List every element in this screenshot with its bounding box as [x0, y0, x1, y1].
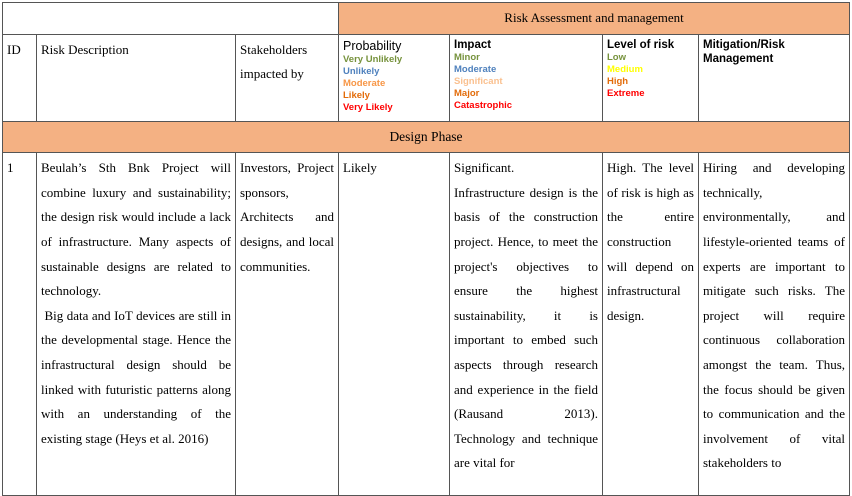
mitigation-text: Hiring and developing technically, environmentally, and lifestyle-oriented teams of experts are important to mitigate such risks. The project will require continuous collaboration amongst the team. Thus, the focus should be given to communication and the involvement of vital stakeholders to — [703, 160, 846, 471]
table-row — [3, 153, 850, 496]
description-paragraph-2: Big data and IoT devices are still in the developmental stage. Hence the infrastructural design should be linked with futuristic patterns along with an understanding of the existing stage (Heys et al. 2016) — [41, 307, 235, 446]
impact-legend-item: Significant — [454, 75, 503, 87]
phase-row — [3, 121, 850, 153]
row-probability — [339, 153, 450, 496]
column-header-stakeholders: Stakeholders impacted by — [236, 34, 339, 121]
level-legend-item: Low — [607, 51, 626, 63]
column-header-impact — [450, 34, 603, 121]
risk-table — [2, 2, 850, 496]
description-paragraph-1: Beulah’s Sth Bnk Project will combine luxury and sustainability; the design risk would include a lack of infrastructure. Many aspects of sustainable designs are related to technology. — [41, 160, 231, 299]
column-header-row — [3, 34, 850, 121]
level-legend-item: Medium — [607, 63, 643, 75]
probability-legend-item: Very Unlikely — [343, 53, 403, 65]
probability-legend-item: Moderate — [343, 77, 386, 89]
level-text: High. The level of risk is high as the entire construction will depend on infrastructural design. — [607, 160, 694, 323]
row-description — [37, 153, 236, 496]
impact-title: Impact — [454, 38, 492, 51]
column-header-probability — [339, 34, 450, 121]
row-mitigation — [699, 153, 850, 496]
level-legend — [607, 52, 694, 100]
column-header-description: Risk Description — [37, 34, 236, 121]
probability-value: Likely — [343, 160, 377, 176]
row-impact — [450, 153, 603, 496]
impact-paragraph-2: Infrastructure design is the basis of the construction project. Hence, to meet the project's objectives to ensure the highest sustainability, it is important to embed such aspects through research and experience in the field (Rausand 2013). Technology and technique are vital for — [454, 184, 598, 471]
stakeholders-text: Investors, Project sponsors, Architects and designs, and local communities. — [240, 160, 334, 274]
probability-legend-item: Unlikely — [343, 65, 380, 77]
impact-legend — [454, 52, 598, 112]
column-header-id: ID — [3, 34, 37, 121]
impact-legend-item: Minor — [454, 51, 480, 63]
impact-text — [454, 156, 598, 492]
level-title: Level of risk — [607, 38, 675, 51]
impact-paragraph-1: Significant. — [454, 160, 515, 176]
probability-title: Probability — [343, 38, 402, 53]
impact-legend-item: Moderate — [454, 63, 497, 75]
row-id-text: 1 — [7, 160, 14, 176]
impact-legend-item: Catastrophic — [454, 99, 513, 111]
level-legend-item: Extreme — [607, 87, 645, 99]
impact-legend-item: Major — [454, 87, 480, 99]
column-header-level — [603, 34, 699, 121]
section-title: Risk Assessment and management — [339, 3, 850, 35]
mitigation-title: Mitigation/Risk Management — [703, 38, 785, 65]
level-legend-item: High — [607, 75, 629, 87]
row-description-text — [41, 156, 235, 492]
row-level — [603, 153, 699, 496]
row-id — [3, 153, 37, 496]
column-header-mitigation — [699, 34, 850, 121]
probability-legend — [343, 54, 445, 114]
row-stakeholders — [236, 153, 339, 496]
probability-legend-item: Very Likely — [343, 101, 393, 113]
probability-legend-item: Likely — [343, 89, 370, 101]
phase-title: Design Phase — [3, 121, 850, 153]
header-band-row — [3, 3, 850, 35]
header-blank-cell — [3, 3, 339, 35]
